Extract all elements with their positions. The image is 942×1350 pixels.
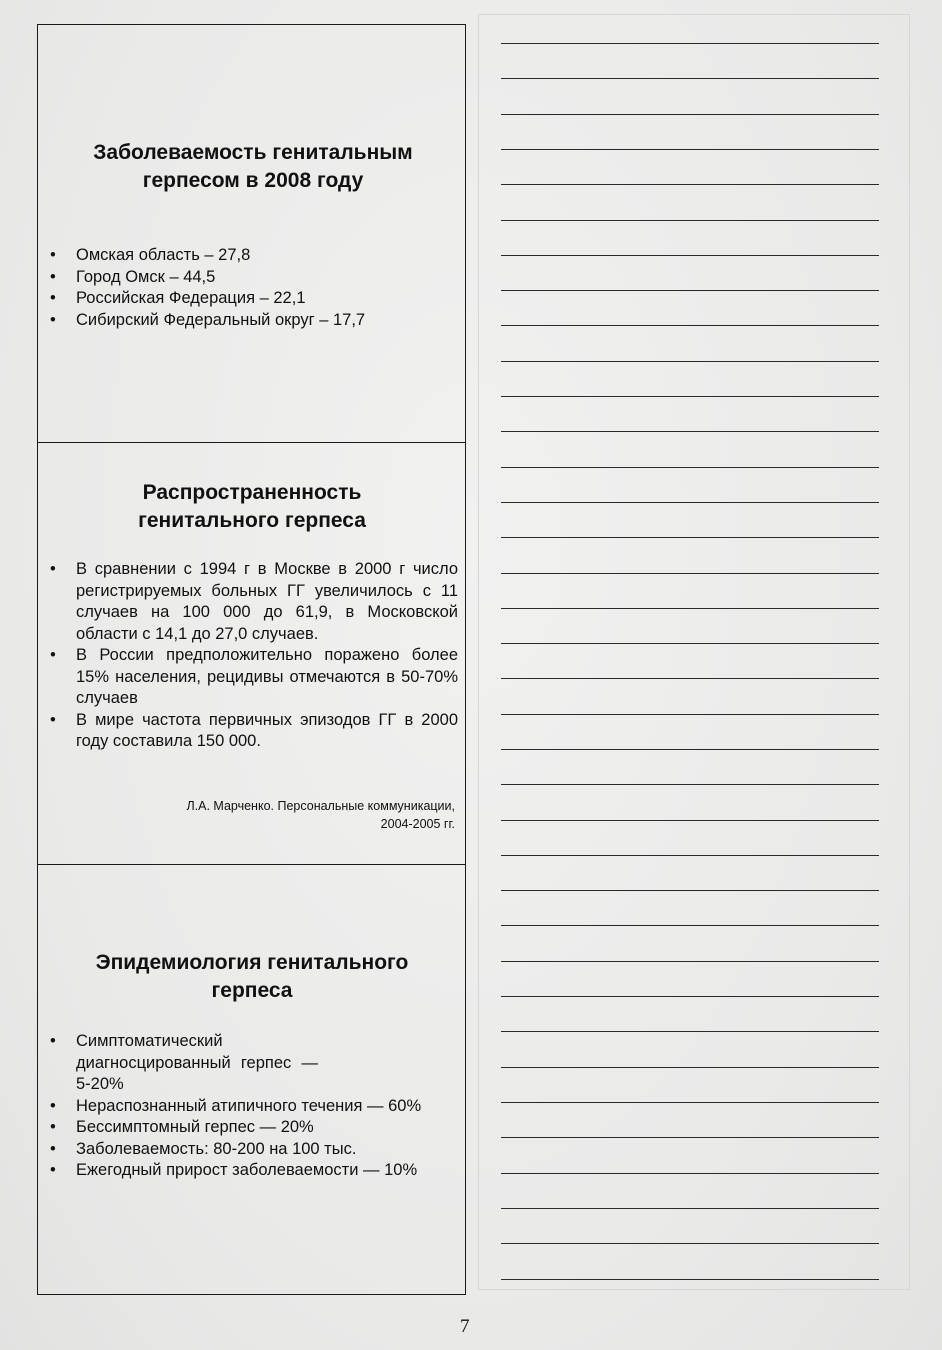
note-line	[501, 149, 879, 150]
note-line	[501, 714, 879, 715]
list-item: • Ежегодный прирост заболеваемости — 10%	[46, 1160, 458, 1182]
note-line	[501, 784, 879, 785]
note-line	[501, 43, 879, 44]
note-line	[501, 573, 879, 574]
list-item: • В сравнении с 1994 г в Москве в 2000 г число регистрируемых больных ГГ увеличилось с 11 случаев на 100 000 до 61,9, в Московской области с 14,1 до 27,0 случаев.	[46, 559, 458, 645]
list-item: • Российская Федерация – 22,1	[46, 288, 456, 310]
note-line	[501, 396, 879, 397]
note-line	[501, 1208, 879, 1209]
slide-title: Эпидемиология генитального герпеса	[95, 951, 409, 1002]
note-line	[501, 255, 879, 256]
list-item: • Омская область – 27,8	[46, 245, 456, 267]
page-number: 7	[460, 1316, 470, 1337]
note-line	[501, 1067, 879, 1068]
note-line	[501, 820, 879, 821]
list-item: • В мире частота первичных эпизодов ГГ в 2000 году составила 150 000.	[46, 710, 458, 753]
bullet-list	[46, 1031, 458, 1182]
note-line	[501, 431, 879, 432]
note-line	[501, 114, 879, 115]
bullet-list	[46, 559, 458, 753]
source-citation	[186, 797, 455, 833]
note-line	[501, 608, 879, 609]
list-item: • Сибирский Федеральный округ – 17,7	[46, 310, 456, 332]
note-line	[501, 1102, 879, 1103]
note-line	[501, 361, 879, 362]
note-line	[501, 925, 879, 926]
note-line	[501, 1031, 879, 1032]
slide-incidence-2008	[38, 25, 465, 443]
slide-title: Заболеваемость генитальным герпесом в 2008 году	[93, 141, 413, 192]
source-line: Л.А. Марченко. Персональные коммуникации,	[186, 799, 455, 813]
note-line	[501, 184, 879, 185]
slide-epidemiology	[38, 865, 465, 1294]
list-item: • Город Омск – 44,5	[46, 267, 456, 289]
note-line	[501, 1279, 879, 1280]
note-line	[501, 855, 879, 856]
note-line	[501, 467, 879, 468]
note-line	[501, 220, 879, 221]
note-line	[501, 502, 879, 503]
note-line	[501, 678, 879, 679]
note-line	[501, 890, 879, 891]
note-line	[501, 1243, 879, 1244]
note-line	[501, 325, 879, 326]
note-line	[501, 749, 879, 750]
list-item: • Нераспознанный атипичного течения — 60%	[46, 1096, 458, 1118]
slide-title: Распространенность генитального герпеса	[138, 481, 366, 532]
list-item: • Заболеваемость: 80-200 на 100 тыс.	[46, 1139, 458, 1161]
notes-area	[476, 12, 906, 1292]
note-line	[501, 996, 879, 997]
note-line	[501, 537, 879, 538]
note-line	[501, 1173, 879, 1174]
note-line	[501, 1137, 879, 1138]
list-item: • Бессимптомный герпес — 20%	[46, 1117, 458, 1139]
note-line	[501, 643, 879, 644]
slides-column	[37, 24, 466, 1295]
list-item: • В России предположительно поражено более 15% населения, рецидивы отмечаются в 50-70% случаев	[46, 645, 458, 710]
list-item: • Симптоматический диагносцированный герпес — 5-20%	[46, 1031, 458, 1096]
source-line: 2004-2005 гг.	[380, 817, 455, 831]
note-line	[501, 961, 879, 962]
note-line	[501, 290, 879, 291]
bullet-list	[46, 245, 456, 331]
slide-prevalence	[38, 443, 465, 865]
note-line	[501, 78, 879, 79]
